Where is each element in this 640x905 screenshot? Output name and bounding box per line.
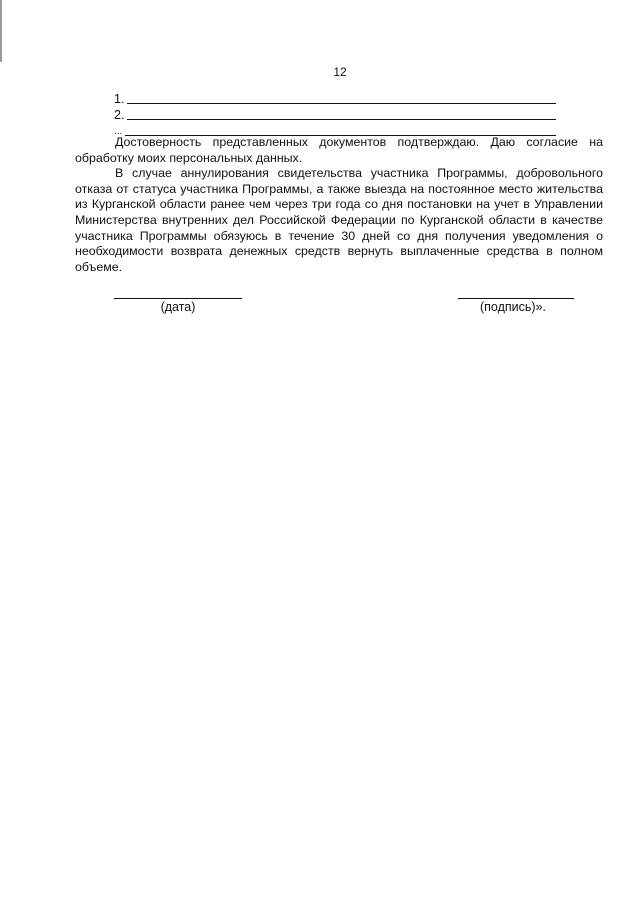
list-item-number: 1.: [114, 92, 125, 106]
blank-fill-line: [127, 103, 556, 104]
date-field: [114, 292, 242, 314]
list-item-number: ...: [114, 126, 123, 137]
scan-edge-mark: [0, 0, 2, 62]
blank-fill-line: [127, 119, 556, 120]
list-item-number: 2.: [114, 108, 125, 122]
list-item: [114, 90, 556, 106]
document-list: [114, 90, 556, 138]
signature-line: [458, 292, 574, 299]
paragraph-consent: Достоверность представленных документов подтверждаю. Даю согласие на обработку моих персональных данных.: [75, 135, 603, 165]
date-caption: (дата): [160, 300, 196, 314]
signature-caption: (подпись)».: [480, 300, 547, 314]
signature-field: [458, 292, 574, 314]
list-item: [114, 106, 556, 122]
page-number: 12: [333, 65, 347, 79]
date-line: [114, 292, 242, 299]
paragraph-obligation: В случае аннулирования свидетельства участника Программы, добровольного отказа от статуса участника Программы, а также выезда на постоянное место жительства из Курганской области ранее чем через три года со дня постановки на учет в Управлении Министерства внутренних дел Российской Федерации по Курганской области в качестве участника Программы обязуюсь в течение 30 дней со дня получения уведомления о необходимости возврата денежных средств вернуть выплаченные средства в полном объеме.: [75, 166, 603, 274]
body-text: [75, 135, 603, 275]
